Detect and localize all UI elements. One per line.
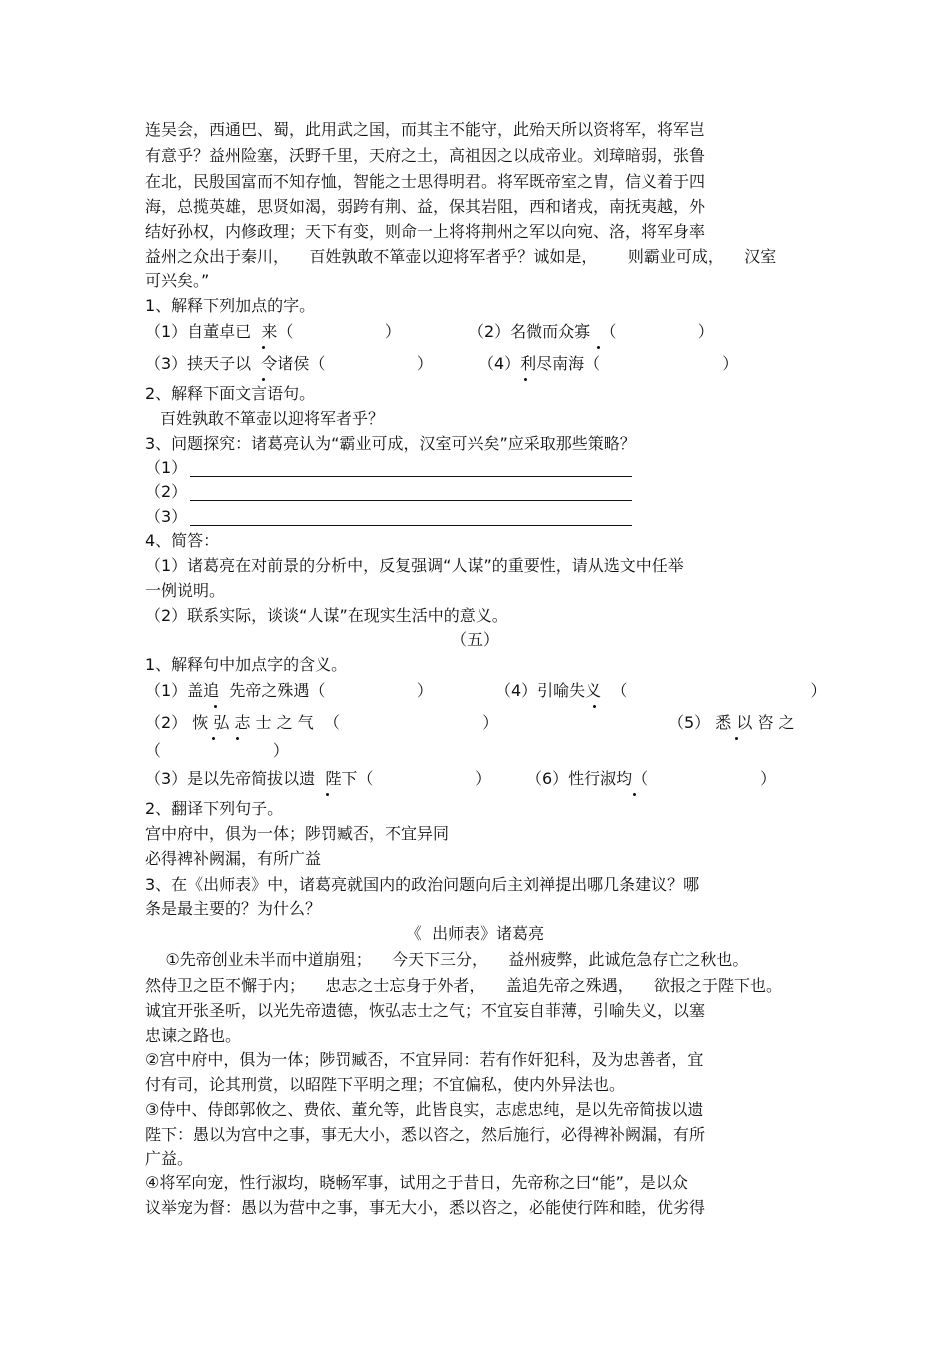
text-line: ④将军向宠，性行淑均，晓畅军事，试用之于昔日，先帝称之曰“能”，是以众 xyxy=(145,1173,688,1192)
text-line: ①先帝创业未半而中道崩殂； 今天下三分， 益州疲弊，此诚危急存亡之秋也。 xyxy=(145,950,749,969)
question-3-cont: 条是最主要的？为什么？ xyxy=(145,899,322,918)
answer-line[interactable] xyxy=(190,500,632,501)
emphasis-dot xyxy=(262,346,265,349)
translate-sentence-1: 宫中府中，俱为一体；陟罚臧否，不宜异同 xyxy=(145,824,450,843)
item-5: （5） 悉 以 咨 之 xyxy=(668,713,795,732)
question-2: 2、解释下面文言语句。 xyxy=(145,384,316,403)
blank-label-3: （3） xyxy=(145,507,188,526)
emphasis-dot xyxy=(633,793,636,796)
text-line: 忠谏之路也。 xyxy=(145,1026,242,1045)
item-4: （4）引喻失义 （ ） xyxy=(495,681,827,700)
item-5-blank: （ ） xyxy=(145,741,289,760)
question-4-part-1: （1）诸葛亮在对前景的分析中，反复强调“人谋”的重要性，请从选文中任举 xyxy=(145,556,684,575)
question-1: 1、解释句中加点字的含义。 xyxy=(145,655,348,674)
text-line: ②宫中府中，俱为一体；陟罚臧否，不宜异同：若有作奸犯科，及为忠善者，宜 xyxy=(145,1050,704,1069)
item-6: （6）性行淑均（ ） xyxy=(526,769,777,788)
emphasis-dot xyxy=(262,378,265,381)
question-4-part-1-cont: 一例说明。 xyxy=(145,581,226,600)
blank-label-1: （1） xyxy=(145,458,188,477)
item-2: （2） 恢 弘 志 士 之 气 （ ） xyxy=(145,713,499,732)
question-2-sentence: 百姓孰敢不箪壶以迎将军者乎？ xyxy=(160,409,385,428)
text-line: 付有司，论其刑赏，以昭陛下平明之理；不宜偏私，使内外异法也。 xyxy=(145,1075,626,1094)
passage-line: 有意乎？益州险塞，沃野千里，天府之土，高祖因之以成帝业。刘璋暗弱，张鲁 xyxy=(145,146,706,165)
item-4: （4）利尽南海（ ） xyxy=(478,354,739,373)
emphasis-dot xyxy=(326,793,329,796)
emphasis-dot xyxy=(524,378,527,381)
text-line: 然侍卫之臣不懈于内； 忠志之士忘身于外者， 盖追先帝之殊遇， 欲报之于陛下也。 xyxy=(145,976,783,995)
answer-line[interactable] xyxy=(190,525,632,526)
question-1: 1、解释下列加点的字。 xyxy=(145,296,316,315)
text-line: 诚宜开张圣听，以光先帝遗德，恢弘志士之气；不宜妄自菲薄，引喻失义，以塞 xyxy=(145,1001,706,1020)
item-2: （2）名微而众寡 （ ） xyxy=(468,322,714,341)
question-2: 2、翻译下列句子。 xyxy=(145,799,284,818)
passage-line: 益州之众出于秦川， 百姓孰敢不箪壶以迎将军者乎？诚如是， 则霸业可成， 汉室 xyxy=(145,247,777,266)
passage-line: 在北，民殷国富而不知存恤，智能之士思得明君。将军既帝室之胄，信义着于四 xyxy=(145,172,706,191)
question-3: 3、问题探究：诸葛亮认为“霸业可成，汉室可兴矣”应采取那些策略？ xyxy=(145,434,636,453)
question-3: 3、在《出师表》中，诸葛亮就国内的政治问题向后主刘禅提出哪几条建议？哪 xyxy=(145,875,700,894)
question-4: 4、简答： xyxy=(145,531,220,550)
item-3: （3）是以先帝简拔以遗 陛下（ ） xyxy=(145,769,492,788)
translate-sentence-2: 必得裨补阙漏，有所广益 xyxy=(145,849,322,868)
passage-line: 可兴矣。” xyxy=(145,271,210,290)
passage-line: 海，总揽英雄，思贤如渴，弱跨有荆、益，保其岩阻，西和诸戎，南抚夷越，外 xyxy=(145,197,706,216)
text-line: 广益。 xyxy=(145,1149,194,1168)
item-1: （1）盖追 先帝之殊遇（ ） xyxy=(145,681,433,700)
item-1: （1）自董卓已 来（ ） xyxy=(145,322,401,341)
emphasis-dot xyxy=(593,705,596,708)
emphasis-dot xyxy=(597,346,600,349)
text-line: ③侍中、侍郎郭攸之、费依、董允等，此皆良实，志虑忠纯，是以先帝简拔以遗 xyxy=(145,1100,704,1119)
section-heading: （五） xyxy=(450,630,499,649)
emphasis-dot xyxy=(212,737,215,740)
blank-label-2: （2） xyxy=(145,482,188,501)
passage-line: 连吴会，西通巴、蜀，此用武之国，而其主不能守，此殆天所以资将军，将军岂 xyxy=(145,120,706,139)
emphasis-dot xyxy=(735,737,738,740)
answer-line[interactable] xyxy=(190,476,632,477)
item-3: （3）挟天子以 令诸侯（ ） xyxy=(145,354,433,373)
question-4-part-2: （2）联系实际，谈谈“人谋”在现实生活中的意义。 xyxy=(145,606,508,625)
emphasis-dot xyxy=(236,737,239,740)
text-line: 议举宠为督：愚以为营中之事，事无大小，悉以咨之，必能使行阵和睦，优劣得 xyxy=(145,1198,706,1217)
passage-line: 结好孙权，内修政理；天下有变，则命一上将将荆州之军以向宛、洛，将军身率 xyxy=(145,222,706,241)
text-title: 《 出师表》诸葛亮 xyxy=(405,924,545,943)
emphasis-dot xyxy=(214,705,217,708)
text-line: 陛下：愚以为宫中之事，事无大小，悉以咨之，然后施行，必得裨补阙漏，有所 xyxy=(145,1125,706,1144)
